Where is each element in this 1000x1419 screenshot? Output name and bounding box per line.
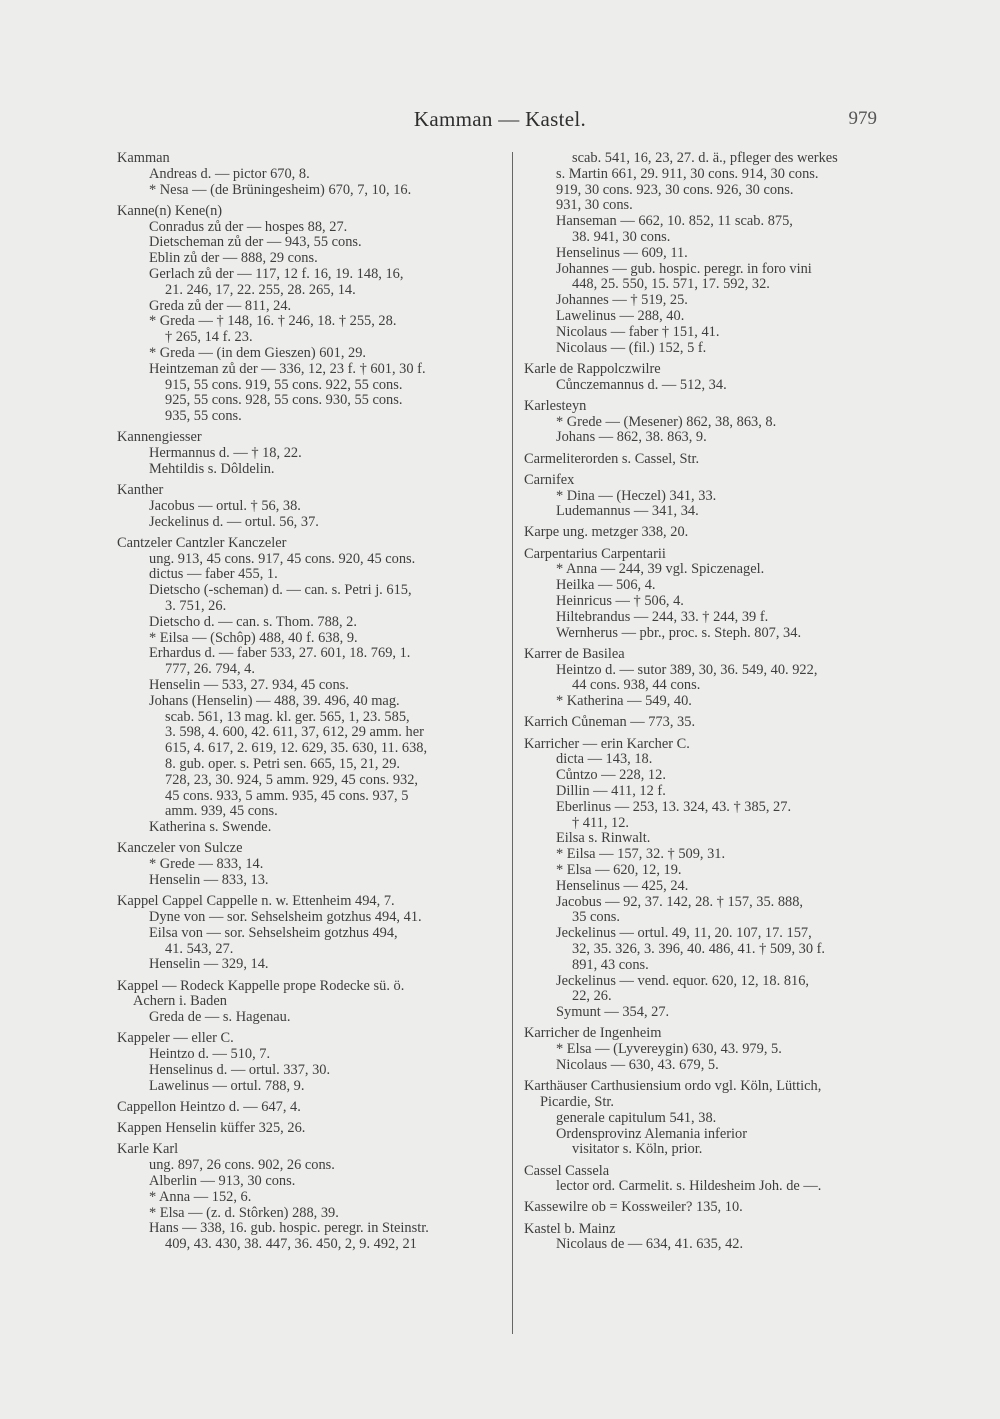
entry-line: Dietscho (-scheman) d. — can. s. Petri j. 615, xyxy=(149,582,412,599)
entry-subitem xyxy=(117,1206,503,1222)
index-entry xyxy=(117,483,503,530)
entry-line: Erhardus d. — faber 533, 27. 601, 18. 769, 1. xyxy=(149,645,411,662)
entry-subitem xyxy=(524,879,908,895)
entry-line: 3. 751, 26. xyxy=(165,598,227,615)
entry-line: generale capitulum 541, 38. xyxy=(556,1109,717,1126)
entry-heading: Kamman xyxy=(117,150,170,166)
entry-line: s. Martin 661, 29. 911, 30 cons. 914, 30 cons. xyxy=(556,165,819,182)
entry-line: * Anna — 244, 39 vgl. Spiczenagel. xyxy=(556,561,765,578)
entry-subitem xyxy=(117,615,503,631)
entry-heading: Karricher de Ingenheim xyxy=(524,1025,662,1042)
entry-line: amm. 939, 45 cons. xyxy=(165,803,278,820)
entry-subitem xyxy=(524,926,908,973)
entry-subitem xyxy=(117,926,503,958)
entry-line: Hanseman — 662, 10. 852, 11 scab. 875, xyxy=(556,213,793,230)
entry-line: ung. 897, 26 cons. 902, 26 cons. xyxy=(149,1157,335,1174)
entry-subitem xyxy=(524,974,908,1006)
entry-line: Henselinus d. — ortul. 337, 30. xyxy=(149,1061,331,1078)
entry-subitem xyxy=(524,1005,908,1021)
entry-line: * Dina — (Heczel) 341, 33. xyxy=(556,487,717,504)
entry-line: Johans — 862, 38. 863, 9. xyxy=(556,429,707,446)
entry-line: † 411, 12. xyxy=(572,814,630,831)
entry-subitem xyxy=(524,151,908,214)
entry-line: Dillin — 411, 12 f. xyxy=(556,783,666,799)
entry-line: * Katherina — 549, 40. xyxy=(556,693,692,710)
entry-line: Heilka — 506, 4. xyxy=(556,577,656,594)
index-entry xyxy=(524,399,908,446)
entry-line: 41. 543, 27. xyxy=(165,940,234,957)
index-entry xyxy=(524,525,908,541)
entry-line: Dietscheman zů der — 943, 55 cons. xyxy=(149,234,362,251)
entry-heading: Karle Karl xyxy=(117,1141,179,1158)
entry-subitem xyxy=(524,309,908,325)
entry-line: Henselin — 329, 14. xyxy=(149,956,269,973)
entry-subitem xyxy=(117,515,503,531)
entry-line: Heintzo d. — sutor 389, 30, 36. 549, 40. 922, xyxy=(556,661,818,678)
entry-line: 45 cons. 933, 5 amm. 935, 45 cons. 937, 5 xyxy=(165,787,409,804)
entry-subitem xyxy=(117,183,503,199)
entry-line: Johannes — gub. hospic. peregr. in foro vini xyxy=(556,260,812,277)
entry-heading: Kanczeler von Sulcze xyxy=(117,840,243,857)
entry-subitem xyxy=(524,214,908,246)
entry-line: 891, 43 cons. xyxy=(572,956,649,973)
index-entry xyxy=(524,362,908,394)
entry-subitem xyxy=(524,1127,908,1159)
index-entry xyxy=(524,1026,908,1073)
entry-line: Jeckelinus — ortul. 49, 11, 20. 107, 17. 157, xyxy=(556,925,812,942)
entry-heading: Cappellon Heintzo d. — 647, 4. xyxy=(117,1098,301,1115)
entry-line: Andreas d. — pictor 670, 8. xyxy=(149,165,310,182)
entry-subitem xyxy=(524,863,908,879)
entry-subitem xyxy=(117,314,503,346)
entry-line: dictus — faber 455, 1. xyxy=(149,566,278,583)
entry-line: 409, 43. 430, 38. 447, 36. 450, 2, 9. 492, 21 xyxy=(165,1236,417,1253)
index-entry xyxy=(524,151,908,356)
index-entry xyxy=(117,536,503,836)
entry-line: scab. 561, 13 mag. kl. ger. 565, 1, 23. 585, xyxy=(165,708,410,725)
entry-line: dicta — 143, 18. xyxy=(556,751,653,768)
entry-line: Nicolaus — faber † 151, 41. xyxy=(556,323,720,340)
entry-line: * Anna — 152, 6. xyxy=(149,1188,252,1205)
entry-subitem xyxy=(117,499,503,515)
entry-line: Heinricus — † 506, 4. xyxy=(556,593,684,610)
entry-line: 8. gub. oper. s. Petri sen. 665, 15, 21, 29. xyxy=(165,756,401,773)
entry-subitem xyxy=(117,362,503,425)
entry-heading: Karle de Rappolczwilre xyxy=(524,360,661,377)
entry-line: * Grede — 833, 14. xyxy=(149,856,264,873)
index-entry xyxy=(524,737,908,1021)
index-entry xyxy=(524,1222,908,1254)
entry-line: 615, 4. 617, 2. 619, 12. 629, 35. 630, 11. 638, xyxy=(165,740,428,757)
entry-line: Symunt — 354, 27. xyxy=(556,1004,670,1021)
entry-line: Eberlinus — 253, 13. 324, 43. † 385, 27. xyxy=(556,798,792,815)
entry-subitem xyxy=(524,1111,908,1127)
entry-subitem xyxy=(117,1047,503,1063)
entry-line: Henselinus — 609, 11. xyxy=(556,244,688,261)
entry-heading: Carmeliterorden s. Cassel, Str. xyxy=(524,450,700,467)
entry-subitem xyxy=(524,293,908,309)
entry-line: Eilsa s. Rinwalt. xyxy=(556,830,651,847)
entry-heading: Kassewilre ob = Kossweiler? 135, 10. xyxy=(524,1199,743,1216)
entry-line: 935, 55 cons. xyxy=(165,408,242,425)
entry-subitem xyxy=(524,262,908,294)
entry-subitem xyxy=(117,552,503,568)
index-entry xyxy=(524,1200,908,1216)
entry-subitem xyxy=(117,235,503,251)
column-divider xyxy=(512,152,513,1334)
entry-heading-continuation: Picardie, Str. xyxy=(540,1093,614,1110)
entry-line: Hans — 338, 16. gub. hospic. peregr. in Steinstr. xyxy=(149,1220,429,1237)
entry-heading: Karthäuser Carthusiensium ordo vgl. Köln, Lüttich, xyxy=(524,1078,822,1095)
entry-subitem xyxy=(117,1190,503,1206)
entry-subitem xyxy=(117,694,503,820)
entry-subitem xyxy=(524,578,908,594)
entry-line: Wernherus — pbr., proc. s. Steph. 807, 34. xyxy=(556,624,802,641)
entry-heading: Kappel — Rodeck Kappelle prope Rodecke sü. ö. xyxy=(117,977,405,994)
entry-subitem xyxy=(524,489,908,505)
entry-subitem xyxy=(524,831,908,847)
entry-line: Cůnczemannus d. — 512, 34. xyxy=(556,376,727,393)
entry-line: Greda de — s. Hagenau. xyxy=(149,1009,291,1026)
entry-subitem xyxy=(117,646,503,678)
page-number: 979 xyxy=(848,108,877,129)
entry-subitem xyxy=(117,1063,503,1079)
entry-line: Nicolaus de — 634, 41. 635, 42. xyxy=(556,1236,744,1253)
entry-subitem xyxy=(117,346,503,362)
entry-line: * Elsa — (z. d. Stôrken) 288, 39. xyxy=(149,1204,339,1221)
entry-line: Hermannus d. — † 18, 22. xyxy=(149,445,302,462)
entry-line: * Elsa — (Lyvereygin) 630, 43. 979, 5. xyxy=(556,1041,782,1058)
entry-line: * Greda — † 148, 16. † 246, 18. † 255, 28. xyxy=(149,313,397,330)
entry-heading: Kappen Henselin küffer 325, 26. xyxy=(117,1120,306,1137)
entry-subitem xyxy=(117,957,503,973)
entry-line: 22, 26. xyxy=(572,988,612,1005)
entry-subitem xyxy=(524,430,908,446)
entry-heading: Kappeler — eller C. xyxy=(117,1030,234,1047)
entry-line: 21. 246, 17, 22. 255, 28. 265, 14. xyxy=(165,281,356,298)
index-entry xyxy=(524,547,908,642)
index-entry xyxy=(117,1121,503,1137)
entry-line: * Eilsa — (Schôp) 488, 40 f. 638, 9. xyxy=(149,629,358,646)
index-entry xyxy=(117,1142,503,1253)
entry-subitem xyxy=(524,800,908,832)
entry-line: Jacobus — 92, 37. 142, 28. † 157, 35. 888, xyxy=(556,893,804,910)
entry-line: Henselin — 833, 13. xyxy=(149,872,269,889)
entry-line: Jeckelinus d. — ortul. 56, 37. xyxy=(149,513,319,530)
entry-line: Mehtildis s. Dôldelin. xyxy=(149,460,275,477)
entry-line: 777, 26. 794, 4. xyxy=(165,661,255,678)
entry-line: Eblin zů der — 888, 29 cons. xyxy=(149,250,318,267)
entry-line: Jacobus — ortul. † 56, 38. xyxy=(149,497,301,514)
entry-subitem xyxy=(117,462,503,478)
entry-subitem xyxy=(524,784,908,800)
entry-subitem xyxy=(524,378,908,394)
entry-heading: Cassel Cassela xyxy=(524,1162,610,1179)
entry-line: Lawelinus — 288, 40. xyxy=(556,307,685,324)
entry-subitem xyxy=(117,567,503,583)
entry-subitem xyxy=(524,768,908,784)
entry-line: Ordensprovinz Alemania inferior xyxy=(556,1125,748,1142)
entry-line: Alberlin — 913, 30 cons. xyxy=(149,1172,296,1189)
page-header-title: Kamman — Kastel. xyxy=(413,107,587,131)
entry-line: Lawelinus — ortul. 788, 9. xyxy=(149,1077,305,1094)
entry-line: Cůntzo — 228, 12. xyxy=(556,767,666,784)
entry-line: 32, 35. 326, 3. 396, 40. 486, 41. † 509, 30 f. xyxy=(572,940,826,957)
index-entry xyxy=(117,841,503,888)
entry-subitem xyxy=(524,1058,908,1074)
entry-line: Conradus zů der — hospes 88, 27. xyxy=(149,218,348,235)
entry-subitem xyxy=(117,1174,503,1190)
entry-heading: Karpe ung. metzger 338, 20. xyxy=(524,524,689,541)
entry-line: Gerlach zů der — 117, 12 f. 16, 19. 148, 16, xyxy=(149,265,404,282)
index-entry xyxy=(117,1031,503,1094)
entry-line: Nicolaus — (fil.) 152, 5 f. xyxy=(556,339,707,356)
entry-subitem xyxy=(524,626,908,642)
entry-heading: Kastel b. Mainz xyxy=(524,1220,616,1237)
entry-line: 44 cons. 938, 44 cons. xyxy=(572,677,701,694)
entry-heading: Kanther xyxy=(117,482,164,499)
entry-subitem xyxy=(117,251,503,267)
index-entry xyxy=(117,204,503,425)
entry-heading: Kannengiesser xyxy=(117,429,202,446)
entry-subitem xyxy=(117,631,503,647)
entry-subitem xyxy=(117,1079,503,1095)
entry-subitem xyxy=(117,167,503,183)
entry-line: 728, 23, 30. 924, 5 amm. 929, 45 cons. 932, xyxy=(165,771,419,788)
entry-subitem xyxy=(117,910,503,926)
entry-line: 915, 55 cons. 919, 55 cons. 922, 55 cons. xyxy=(165,376,403,393)
entry-subitem xyxy=(524,1042,908,1058)
entry-line: Dietscho d. — can. s. Thom. 788, 2. xyxy=(149,613,357,630)
entry-line: 925, 55 cons. 928, 55 cons. 930, 55 cons. xyxy=(165,392,403,409)
entry-subitem xyxy=(524,694,908,710)
entry-line: Henselin — 533, 27. 934, 45 cons. xyxy=(149,677,349,694)
entry-subitem xyxy=(117,820,503,836)
entry-line: Dyne von — sor. Sehselsheim gotzhus 494, 41. xyxy=(149,909,422,925)
entry-line: Heintzo d. — 510, 7. xyxy=(149,1046,271,1063)
entry-heading: Karlesteyn xyxy=(524,397,587,414)
entry-line: 35 cons. xyxy=(572,909,620,926)
entry-subitem xyxy=(524,341,908,357)
index-entry xyxy=(117,894,503,973)
right-column xyxy=(524,151,908,1259)
entry-line: * Greda — (in dem Gieszen) 601, 29. xyxy=(149,344,366,361)
entry-line: 931, 30 cons. xyxy=(556,197,633,214)
entry-subitem xyxy=(524,594,908,610)
entry-subitem xyxy=(117,1010,503,1026)
entry-subitem xyxy=(117,583,503,615)
entry-heading: Kanne(n) Kene(n) xyxy=(117,202,223,219)
entry-subitem xyxy=(117,446,503,462)
entry-subitem xyxy=(117,299,503,315)
entry-subitem xyxy=(524,610,908,626)
entry-subitem xyxy=(524,504,908,520)
entry-heading: Karricher — erin Karcher C. xyxy=(524,735,690,752)
index-entry xyxy=(117,430,503,477)
entry-subitem xyxy=(524,1237,908,1253)
entry-heading-continuation: Achern i. Baden xyxy=(133,993,227,1010)
entry-line: 3. 598, 4. 600, 42. 611, 37, 612, 29 amm. her xyxy=(165,724,424,741)
entry-heading: Carpentarius Carpentarii xyxy=(524,545,666,562)
entry-subitem xyxy=(117,267,503,299)
entry-line: Katherina s. Swende. xyxy=(149,819,272,836)
entry-line: Henselinus — 425, 24. xyxy=(556,877,689,894)
entry-line: † 265, 14 f. 23. xyxy=(165,329,253,346)
index-entry xyxy=(524,473,908,520)
entry-line: 448, 25. 550, 15. 571, 17. 592, 32. xyxy=(572,276,770,293)
entry-subitem xyxy=(117,220,503,236)
entry-heading: Karrer de Basilea xyxy=(524,645,625,662)
entry-subitem xyxy=(524,415,908,431)
entry-line: 38. 941, 30 cons. xyxy=(572,228,671,245)
entry-line: Johans (Henselin) — 488, 39. 496, 40 mag. xyxy=(149,692,400,709)
left-column xyxy=(117,151,503,1258)
entry-line: * Nesa — (de Brüningesheim) 670, 7, 10, 16. xyxy=(149,181,412,198)
index-entry xyxy=(524,647,908,710)
entry-subitem xyxy=(524,663,908,695)
entry-line: Heintzeman zů der — 336, 12, 23 f. † 601, 30 f. xyxy=(149,360,426,377)
entry-line: lector ord. Carmelit. s. Hildesheim Joh. de —. xyxy=(556,1178,822,1195)
index-entry xyxy=(117,1100,503,1116)
entry-subitem xyxy=(524,1179,908,1195)
entry-subitem xyxy=(117,678,503,694)
index-entry xyxy=(524,1164,908,1196)
entry-subitem xyxy=(524,562,908,578)
entry-line: Nicolaus — 630, 43. 679, 5. xyxy=(556,1056,719,1073)
entry-line: * Eilsa — 157, 32. † 509, 31. xyxy=(556,846,726,863)
entry-line: * Elsa — 620, 12, 19. xyxy=(556,861,682,878)
entry-line: Ludemannus — 341, 34. xyxy=(556,503,699,520)
entry-subitem xyxy=(117,1158,503,1174)
index-entry xyxy=(524,1079,908,1158)
entry-line: Jeckelinus — vend. equor. 620, 12, 18. 816, xyxy=(556,972,810,989)
entry-line: Eilsa von — sor. Sehselsheim gotzhus 494, xyxy=(149,924,398,941)
entry-line: visitator s. Köln, prior. xyxy=(572,1141,703,1158)
entry-subitem xyxy=(524,325,908,341)
entry-heading: Cantzeler Cantzler Kanczeler xyxy=(117,534,287,551)
entry-subitem xyxy=(117,1221,503,1253)
entry-subitem xyxy=(117,857,503,873)
entry-line: * Grede — (Mesener) 862, 38, 863, 8. xyxy=(556,413,777,430)
index-entry xyxy=(524,715,908,731)
entry-line: 919, 30 cons. 923, 30 cons. 926, 30 cons. xyxy=(556,181,794,198)
entry-line: scab. 541, 16, 23, 27. d. ä., pfleger des werkes xyxy=(572,150,838,166)
entry-subitem xyxy=(524,895,908,927)
entry-heading: Carnifex xyxy=(524,471,575,488)
entry-subitem xyxy=(524,246,908,262)
entry-subitem xyxy=(524,847,908,863)
index-entry xyxy=(524,452,908,468)
entry-heading: Karrich Cůneman — 773, 35. xyxy=(524,714,696,731)
index-entry xyxy=(117,151,503,198)
entry-subitem xyxy=(117,873,503,889)
entry-line: Hiltebrandus — 244, 33. † 244, 39 f. xyxy=(556,608,769,625)
entry-subitem xyxy=(524,752,908,768)
entry-line: Johannes — † 519, 25. xyxy=(556,292,688,309)
entry-line: ung. 913, 45 cons. 917, 45 cons. 920, 45 cons. xyxy=(149,550,416,567)
index-entry xyxy=(117,979,503,1026)
entry-heading: Kappel Cappel Cappelle n. w. Ettenheim 494, 7. xyxy=(117,893,395,910)
entry-line: Greda zů der — 811, 24. xyxy=(149,297,292,314)
